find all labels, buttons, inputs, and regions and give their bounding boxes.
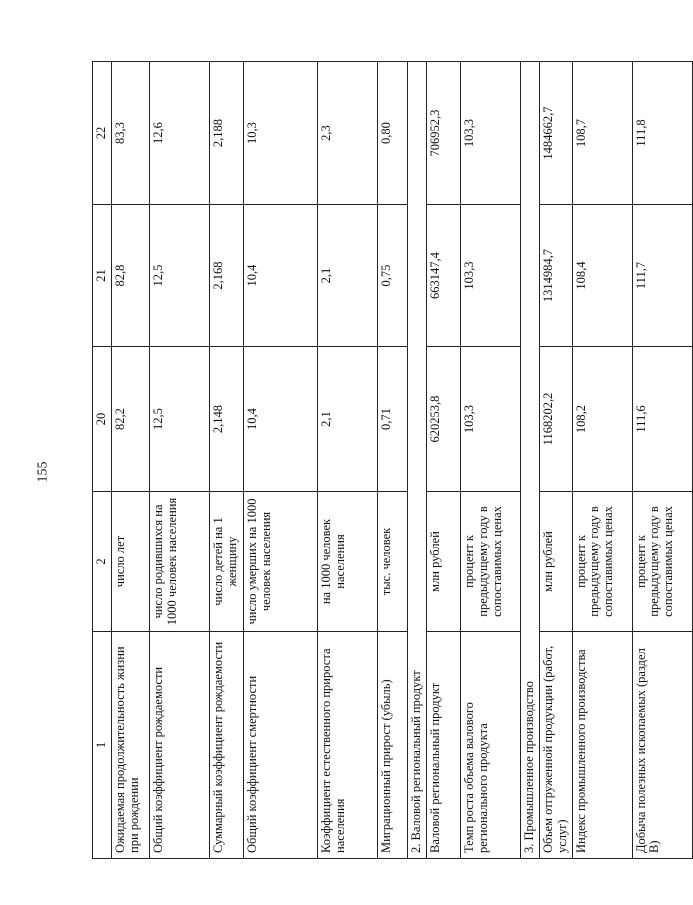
unit-cell: млн рублей bbox=[427, 492, 461, 632]
value-year-22: 2,188 bbox=[210, 62, 244, 205]
indicator-name: Коэффициент естественного прироста населения bbox=[318, 632, 378, 859]
value-year-20: 620253,8 bbox=[427, 347, 461, 492]
indicator-name: Общий коэффициент смертности bbox=[244, 632, 318, 859]
unit-cell: число лет bbox=[112, 492, 150, 632]
value-year-20: 12,5 bbox=[150, 347, 210, 492]
indicator-name: Общий коэффициент рождаемости bbox=[150, 632, 210, 859]
section-row bbox=[521, 62, 540, 859]
unit-cell: на 1000 человек населения bbox=[318, 492, 378, 632]
unit-cell: тыс. человек bbox=[378, 492, 408, 632]
indicator-name: Суммарный коэффициент рождаемости bbox=[210, 632, 244, 859]
indicator-name: Индекс промышленного производства bbox=[572, 632, 632, 859]
page-number: 155 bbox=[35, 461, 51, 483]
value-year-21: 12,5 bbox=[150, 205, 210, 347]
section-title: 2. Валовой региональный продукт bbox=[408, 62, 427, 859]
table-row bbox=[427, 62, 461, 859]
header-cell: 22 bbox=[93, 62, 112, 205]
value-year-20: 1168202,2 bbox=[540, 347, 573, 492]
value-year-20: 2,1 bbox=[318, 347, 378, 492]
unit-cell: млн рублей bbox=[540, 492, 573, 632]
value-year-22: 1484662,7 bbox=[540, 62, 573, 205]
table-row bbox=[150, 62, 210, 859]
value-year-21: 111,7 bbox=[632, 205, 692, 347]
unit-cell: процент к предыдущему году в сопоставимых ценах bbox=[572, 492, 632, 632]
table-row bbox=[210, 62, 244, 859]
value-year-22: 108,7 bbox=[572, 62, 632, 205]
value-year-21: 2,1 bbox=[318, 205, 378, 347]
value-year-20: 2,148 bbox=[210, 347, 244, 492]
value-year-22: 111,8 bbox=[632, 62, 692, 205]
table-row bbox=[112, 62, 150, 859]
header-cell: 2 bbox=[93, 492, 112, 632]
rotated-table-container bbox=[92, 62, 675, 859]
value-year-22: 10,3 bbox=[244, 62, 318, 205]
value-year-22: 83,3 bbox=[112, 62, 150, 205]
unit-cell: число детей на 1 женщину bbox=[210, 492, 244, 632]
indicator-name: Валовой региональный продукт bbox=[427, 632, 461, 859]
unit-cell: процент к предыдущему году в сопоставимых ценах bbox=[632, 492, 692, 632]
indicator-name: Ожидаемая продолжительность жизни при рождении bbox=[112, 632, 150, 859]
section-title: 3. Промышленное производство bbox=[521, 62, 540, 859]
unit-cell: число умерших на 1000 человек населения bbox=[244, 492, 318, 632]
header-cell: 20 bbox=[93, 347, 112, 492]
header-cell: 1 bbox=[93, 632, 112, 859]
value-year-22: 2,3 bbox=[318, 62, 378, 205]
value-year-22: 0,80 bbox=[378, 62, 408, 205]
unit-cell: процент к предыдущему году в сопоставимых ценах bbox=[461, 492, 521, 632]
value-year-22: 103,3 bbox=[461, 62, 521, 205]
indicator-name: Добыча полезных ископаемых (раздел B) bbox=[632, 632, 692, 859]
indicator-name: Темп роста объема валового регионального продукта bbox=[461, 632, 521, 859]
value-year-21: 103,3 bbox=[461, 205, 521, 347]
value-year-21: 10,4 bbox=[244, 205, 318, 347]
unit-cell: число родившихся на 1000 человек населения bbox=[150, 492, 210, 632]
header-cell: 21 bbox=[93, 205, 112, 347]
value-year-20: 10,4 bbox=[244, 347, 318, 492]
header-row bbox=[93, 62, 112, 859]
table-row bbox=[572, 62, 632, 859]
value-year-21: 1314984,7 bbox=[540, 205, 573, 347]
value-year-20: 108,2 bbox=[572, 347, 632, 492]
table-row bbox=[461, 62, 521, 859]
table-row bbox=[540, 62, 573, 859]
value-year-21: 663147,4 bbox=[427, 205, 461, 347]
table-row bbox=[244, 62, 318, 859]
table-row bbox=[318, 62, 378, 859]
value-year-21: 0,75 bbox=[378, 205, 408, 347]
section-row bbox=[408, 62, 427, 859]
table-row bbox=[632, 62, 692, 859]
table-row bbox=[378, 62, 408, 859]
indicator-name: Объем отгруженной продукции (работ, услуг) bbox=[540, 632, 573, 859]
value-year-21: 82,8 bbox=[112, 205, 150, 347]
value-year-22: 12,6 bbox=[150, 62, 210, 205]
value-year-20: 103,3 bbox=[461, 347, 521, 492]
value-year-21: 2,168 bbox=[210, 205, 244, 347]
value-year-20: 0,71 bbox=[378, 347, 408, 492]
indicator-name: Миграционный прирост (убыль) bbox=[378, 632, 408, 859]
value-year-20: 111,6 bbox=[632, 347, 692, 492]
indicators-table bbox=[92, 61, 693, 859]
value-year-20: 82,2 bbox=[112, 347, 150, 492]
value-year-21: 108,4 bbox=[572, 205, 632, 347]
value-year-22: 706952,3 bbox=[427, 62, 461, 205]
